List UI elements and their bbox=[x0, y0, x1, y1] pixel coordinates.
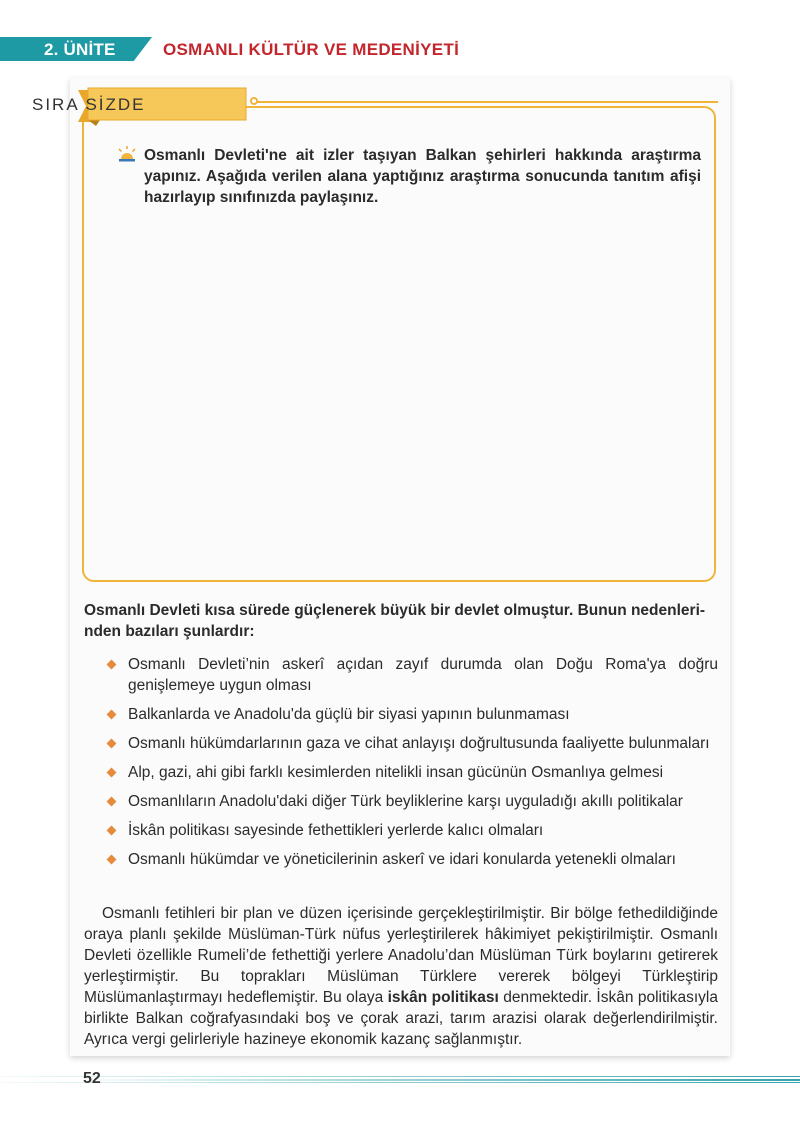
bullet-diamond-icon bbox=[107, 739, 117, 749]
ribbon-dot bbox=[250, 97, 258, 105]
bullet-diamond-icon bbox=[107, 710, 117, 720]
list-item: Balkanlarda ve Anadolu'da güçlü bir siyasi yapının bulunmaması bbox=[106, 704, 718, 725]
list-item: Osmanlı Devleti’nin askerî açıdan zayıf durumda olan Doğu Roma'ya doğru genişlemeye uygun olması bbox=[106, 654, 718, 696]
list-item: Osmanlı hükümdarlarının gaza ve cihat anlayışı doğrultusunda faaliyette bulunmaları bbox=[106, 733, 718, 754]
reasons-list bbox=[106, 654, 718, 878]
section-lead: Osmanlı Devleti kısa sürede güçlenerek büyük bir devlet olmuştur. Bunun nedenlerinden bazıları şunlardır: bbox=[84, 602, 706, 640]
page-number: 52 bbox=[83, 1070, 101, 1087]
highlight-term: iskân politikası bbox=[387, 989, 499, 1006]
bullet-diamond-icon bbox=[107, 797, 117, 807]
unit-label: 2. ÜNİTE bbox=[44, 40, 116, 59]
footer-decoration bbox=[0, 1074, 800, 1084]
activity-task: Osmanlı Devleti'ne ait izler taşıyan Balkan şehirleri hakkında araştırma yapınız. Aşağıda verilen alana yaptığınız araştırma sonucunda tanıtım afişi hazırlayıp sınıfınızda paylaşınız. bbox=[144, 147, 701, 206]
lightbulb-icon bbox=[117, 146, 137, 169]
body-paragraph: Osmanlı fetihleri bir plan ve düzen içerisinde gerçekleştirilmiştir. Bir bölge fethedildiğinde oraya planlı şekilde Müslüman-Türk nüfus yerleştirilerek hâkimiyet pekiştirilmiştir. Osmanlı Devleti özellikle Rumeli’de fethettiği yerlere Anadolu’dan Müslüman Türk boylarını getirerek yerleştirmiştir. Bu toprakları Müslüman Türklere vererek bölgeyi Türkleştirip Müslümanlaştırmayı hedeflemiştir. Bu olaya iskân politikası denmektedir. İskân politikasıyla birlikte Balkan coğrafyasındaki boş ve çorak arazi, tarım arazisi olarak değerlendirilmiştir. Ayrıca vergi gelirleriyle hazineye ekonomik kazanç sağlanmıştır. bbox=[84, 905, 718, 1048]
chapter-title: OSMANLI KÜLTÜR VE MEDENİYETİ bbox=[163, 40, 460, 59]
bullet-diamond-icon bbox=[107, 660, 117, 670]
list-item: İskân politikası sayesinde fethettikleri yerlerde kalıcı olmaları bbox=[106, 820, 718, 841]
activity-label: SIRA SİZDE bbox=[32, 95, 146, 114]
bullet-diamond-icon bbox=[107, 768, 117, 778]
bullet-diamond-icon bbox=[107, 826, 117, 836]
bullet-diamond-icon bbox=[107, 855, 117, 865]
list-item: Osmanlı hükümdar ve yöneticilerinin askerî ve idari konularda yetenekli olmaları bbox=[106, 849, 718, 870]
list-item: Osmanlıların Anadolu'daki diğer Türk beyliklerine karşı uyguladığı akıllı politikalar bbox=[106, 791, 718, 812]
list-item: Alp, gazi, ahi gibi farklı kesimlerden nitelikli insan gücünün Osmanlıya gelmesi bbox=[106, 762, 718, 783]
ribbon-line bbox=[252, 101, 718, 103]
